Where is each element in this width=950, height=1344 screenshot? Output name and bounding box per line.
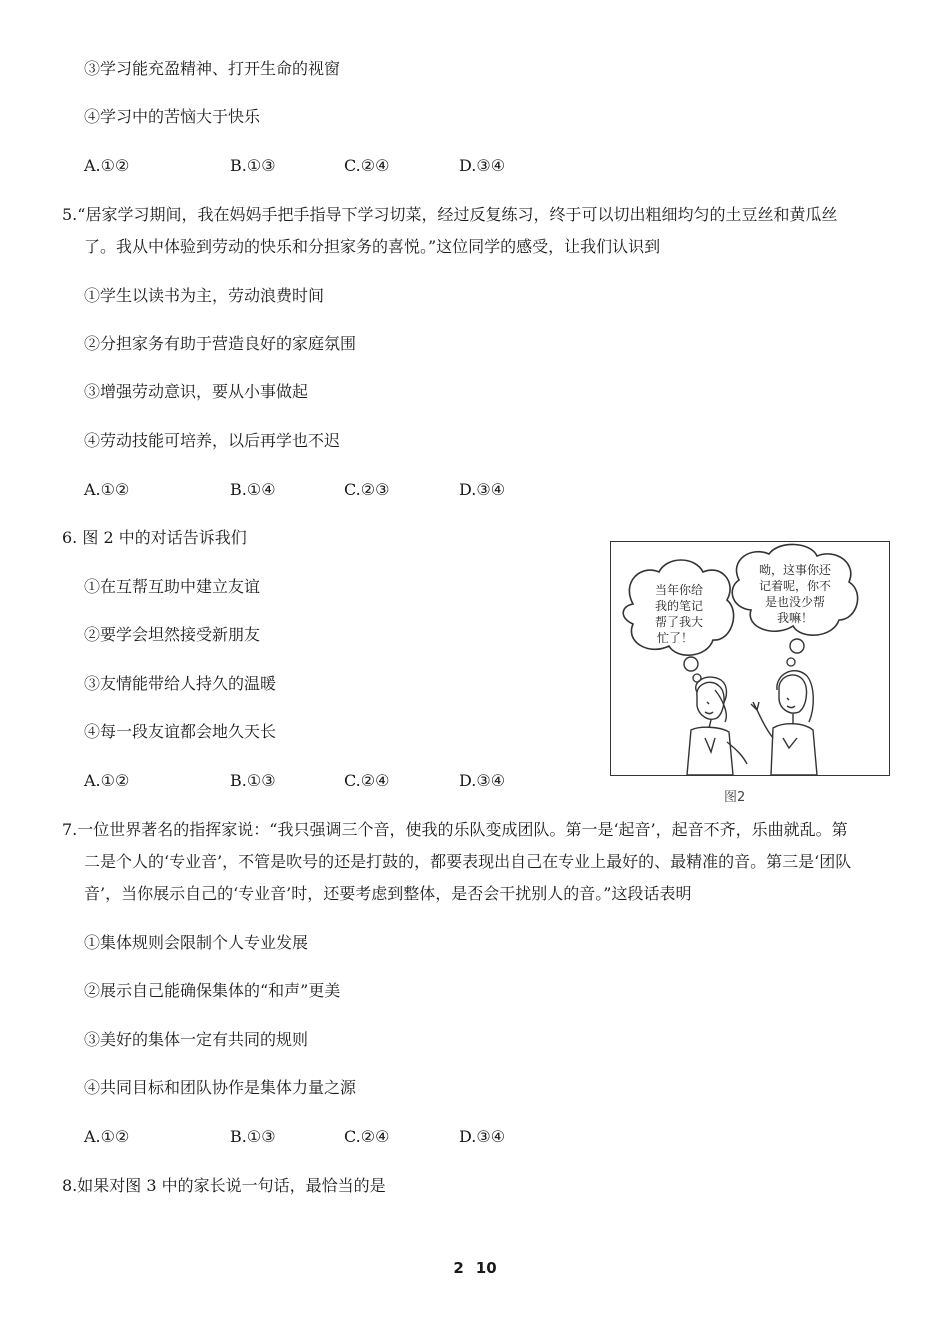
page-number: 2	[453, 1259, 464, 1277]
page-total: 10	[475, 1259, 497, 1277]
q5-option-c: C.②③	[344, 480, 390, 499]
right-bubble-line-1: 呦，这事你还	[758, 563, 832, 577]
q4-option-b: B.①③	[230, 156, 276, 175]
q7-option-c: C.②④	[344, 1127, 390, 1146]
q7-item-1: ①集体规则会限制个人专业发展	[84, 933, 309, 952]
right-bubble-line-3: 是也没少帮	[764, 595, 826, 609]
q7-item-4: ④共同目标和团队协作是集体力量之源	[84, 1078, 357, 1097]
q5-option-d: D.③④	[459, 480, 506, 499]
left-bubble-dot-1	[684, 657, 698, 671]
right-bubble-dot-2	[787, 658, 795, 666]
q4-option-a: A.①②	[84, 156, 130, 175]
q6-option-c: C.②④	[344, 771, 390, 790]
q7-option-d: D.③④	[459, 1127, 506, 1146]
q4-item-3: ③学习能充盈精神、打开生命的视窗	[84, 59, 341, 78]
q6-item-1: ①在互帮互助中建立友谊	[84, 577, 261, 596]
left-bubble-line-3: 帮了我大	[654, 615, 704, 629]
q7-item-2: ②展示自己能确保集体的“和声”更美	[84, 981, 341, 1000]
q6-option-b: B.①③	[230, 771, 276, 790]
q4-option-d: D.③④	[459, 156, 506, 175]
left-bubble-line-1: 当年你给	[654, 583, 704, 597]
q6-item-2: ②要学会坦然接受新朋友	[84, 625, 261, 644]
q5-item-3: ③增强劳动意识，要从小事做起	[84, 382, 309, 401]
left-bubble-line-2: 我的笔记	[654, 599, 704, 613]
q8-stem: 8.如果对图 3 中的家长说一句话，最恰当的是	[62, 1176, 386, 1195]
q7-option-a: A.①②	[84, 1127, 130, 1146]
right-bubble-line-4: 我嘛！	[776, 611, 814, 625]
right-girl-figure	[751, 671, 817, 775]
q5-option-a: A.①②	[84, 480, 130, 499]
q7-stem-line-3: 音’，当你展示自己的‘专业音’时，还要考虑到整体，是否会干扰别人的音。”这段话表明	[84, 884, 692, 903]
q7-stem-line-2: 二是个人的‘专业音’，不管是吹号的还是打鼓的，都要表现出自己在专业上最好的、最精准的音。第三是‘团队	[84, 852, 852, 871]
right-bubble-line-2: 记着呢，你不	[758, 579, 832, 593]
figure-2-cartoon	[610, 541, 890, 776]
left-bubble-line-4: 忙了！	[656, 631, 694, 645]
q7-item-3: ③美好的集体一定有共同的规则	[84, 1030, 309, 1049]
q6-stem: 6. 图 2 中的对话告诉我们	[62, 528, 247, 547]
q5-item-1: ①学生以读书为主，劳动浪费时间	[84, 286, 325, 305]
q7-stem-line-1: 7.一位世界著名的指挥家说：“我只强调三个音，使我的乐队变成团队。第一是‘起音’，起音不齐，乐曲就乱。第	[62, 820, 848, 839]
cartoon-illustration	[611, 542, 889, 775]
q6-option-d: D.③④	[459, 771, 506, 790]
left-girl-figure	[687, 677, 747, 775]
right-bubble-dot-1	[790, 639, 804, 653]
q5-stem-line-1: 5.“居家学习期间，我在妈妈手把手指导下学习切菜，经过反复练习，终于可以切出粗细均匀的土豆丝和黄瓜丝	[62, 205, 838, 224]
q5-option-b: B.①④	[230, 480, 276, 499]
q7-option-b: B.①③	[230, 1127, 276, 1146]
figure-2-caption: 图2	[724, 790, 746, 805]
q6-option-a: A.①②	[84, 771, 130, 790]
page-footer	[0, 1259, 950, 1277]
q4-item-4: ④学习中的苦恼大于快乐	[84, 107, 261, 126]
q6-item-3: ③友情能带给人持久的温暖	[84, 674, 277, 693]
q4-option-c: C.②④	[344, 156, 390, 175]
q5-item-2: ②分担家务有助于营造良好的家庭氛围	[84, 334, 357, 353]
q5-item-4: ④劳动技能可培养，以后再学也不迟	[84, 431, 341, 450]
q6-item-4: ④每一段友谊都会地久天长	[84, 722, 277, 741]
q5-stem-line-2: 了。我从中体验到劳动的快乐和分担家务的喜悦。”这位同学的感受，让我们认识到	[84, 237, 661, 256]
